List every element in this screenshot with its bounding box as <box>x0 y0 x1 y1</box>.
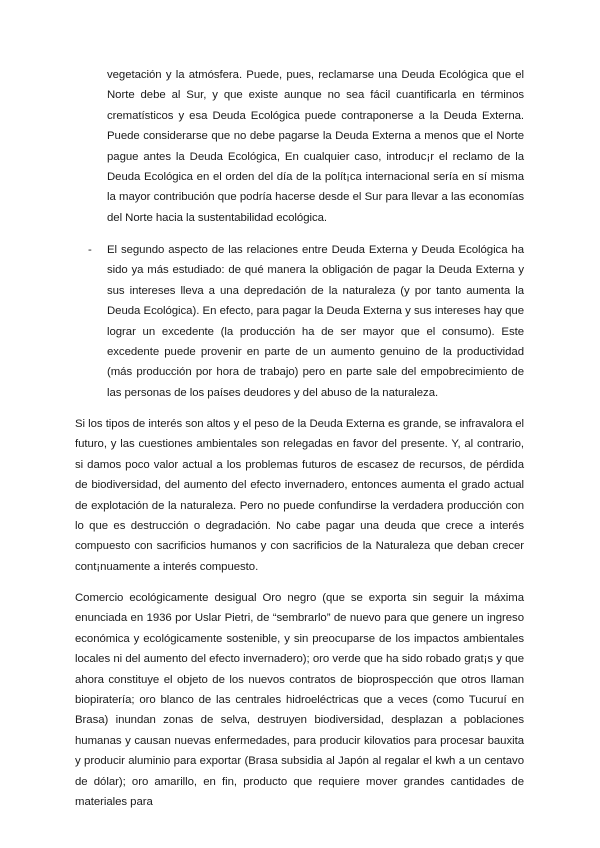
paragraph-second-aspect: El segundo aspecto de las relaciones entre Deuda Externa y Deuda Ecológica ha sido ya más estudiado: de qué manera la obligación de pagar la Deuda Externa y sus intereses lleva a una depredación de la naturaleza (y por tanto aumenta la Deuda Ecológica). En efecto, para pagar la Deuda Externa y sus intereses hay que lograr un excedente (la producción ha de ser mayor que el consumo). Este excedente puede provenir en parte de un aumento genuino de la productividad (más producción por hora de trabajo) pero en parte sale del empobrecimiento de las personas de los países deudores y del abuso de la naturaleza. <box>107 244 524 399</box>
paragraph-interest-rates: Si los tipos de interés son altos y el peso de la Deuda Externa es grande, se infravalora el futuro, y las cuestiones ambientales son relegadas en favor del presente. Y, al contrario, si damos poco valor actual a los problemas futuros de escasez de recursos, de pérdida de biodiversidad, del aumento del efecto invernadero, entonces aumenta el grado actual de explotación de la naturaleza. Pero no puede confundirse la verdadera producción con lo que es destrucción o degradación. No cabe pagar una deuda que crece a interés compuesto con sacrificios humanos y con sacrificios de la Naturaleza que deban crecer cont¡nuamente a interés compuesto. <box>75 418 524 573</box>
paragraph-ecological-debt-claim: vegetación y la atmósfera. Puede, pues, reclamarse una Deuda Ecológica que el Norte debe al Sur, y que existe aunque no sea fácil cuantificarla en términos crematísticos y esa Deuda Ecológica puede contraponerse a la Deuda Externa. Puede considerarse que no debe pagarse la Deuda Externa a menos que el Norte pague antes la Deuda Ecológica, En cualquier caso, introduc¡r el reclamo de la Deuda Ecológica en el orden del día de la polít¡ca internacional sería en sí misma la mayor contribución que podría hacerse desde el Sur para llevar a las economías del Norte hacia la sustentabilidad ecológica. <box>107 69 524 224</box>
paragraph-unequal-trade: Comercio ecológicamente desigual Oro negro (que se exporta sin seguir la máxima enunciada en 1936 por Uslar Pietri, de “sembrarlo” de nuevo para que genere un ingreso económica y ecológicamente sostenible, y sin preocuparse de los impactos ambientales locales ni del aumento del efecto invernadero); oro verde que ha sido robado grat¡s y que ahora constituye el objeto de los nuevos contratos de bioprospección que otros llaman biopiratería; oro blanco de las centrales hidroeléctricas que a veces (como Tucuruí en Brasa) inundan zonas de selva, destruyen biodiversidad, desplazan a poblaciones humanas y causan nuevas enfermedades, para producir kilovatios para procesar bauxita y producir aluminio para exportar (Brasa subsidia al Japón al regalar el kwh a un centavo de dólar); oro amarillo, en fin, producto que requiere mover grandes cantidades de materiales para <box>75 592 524 809</box>
bullet-marker: - <box>88 244 92 256</box>
